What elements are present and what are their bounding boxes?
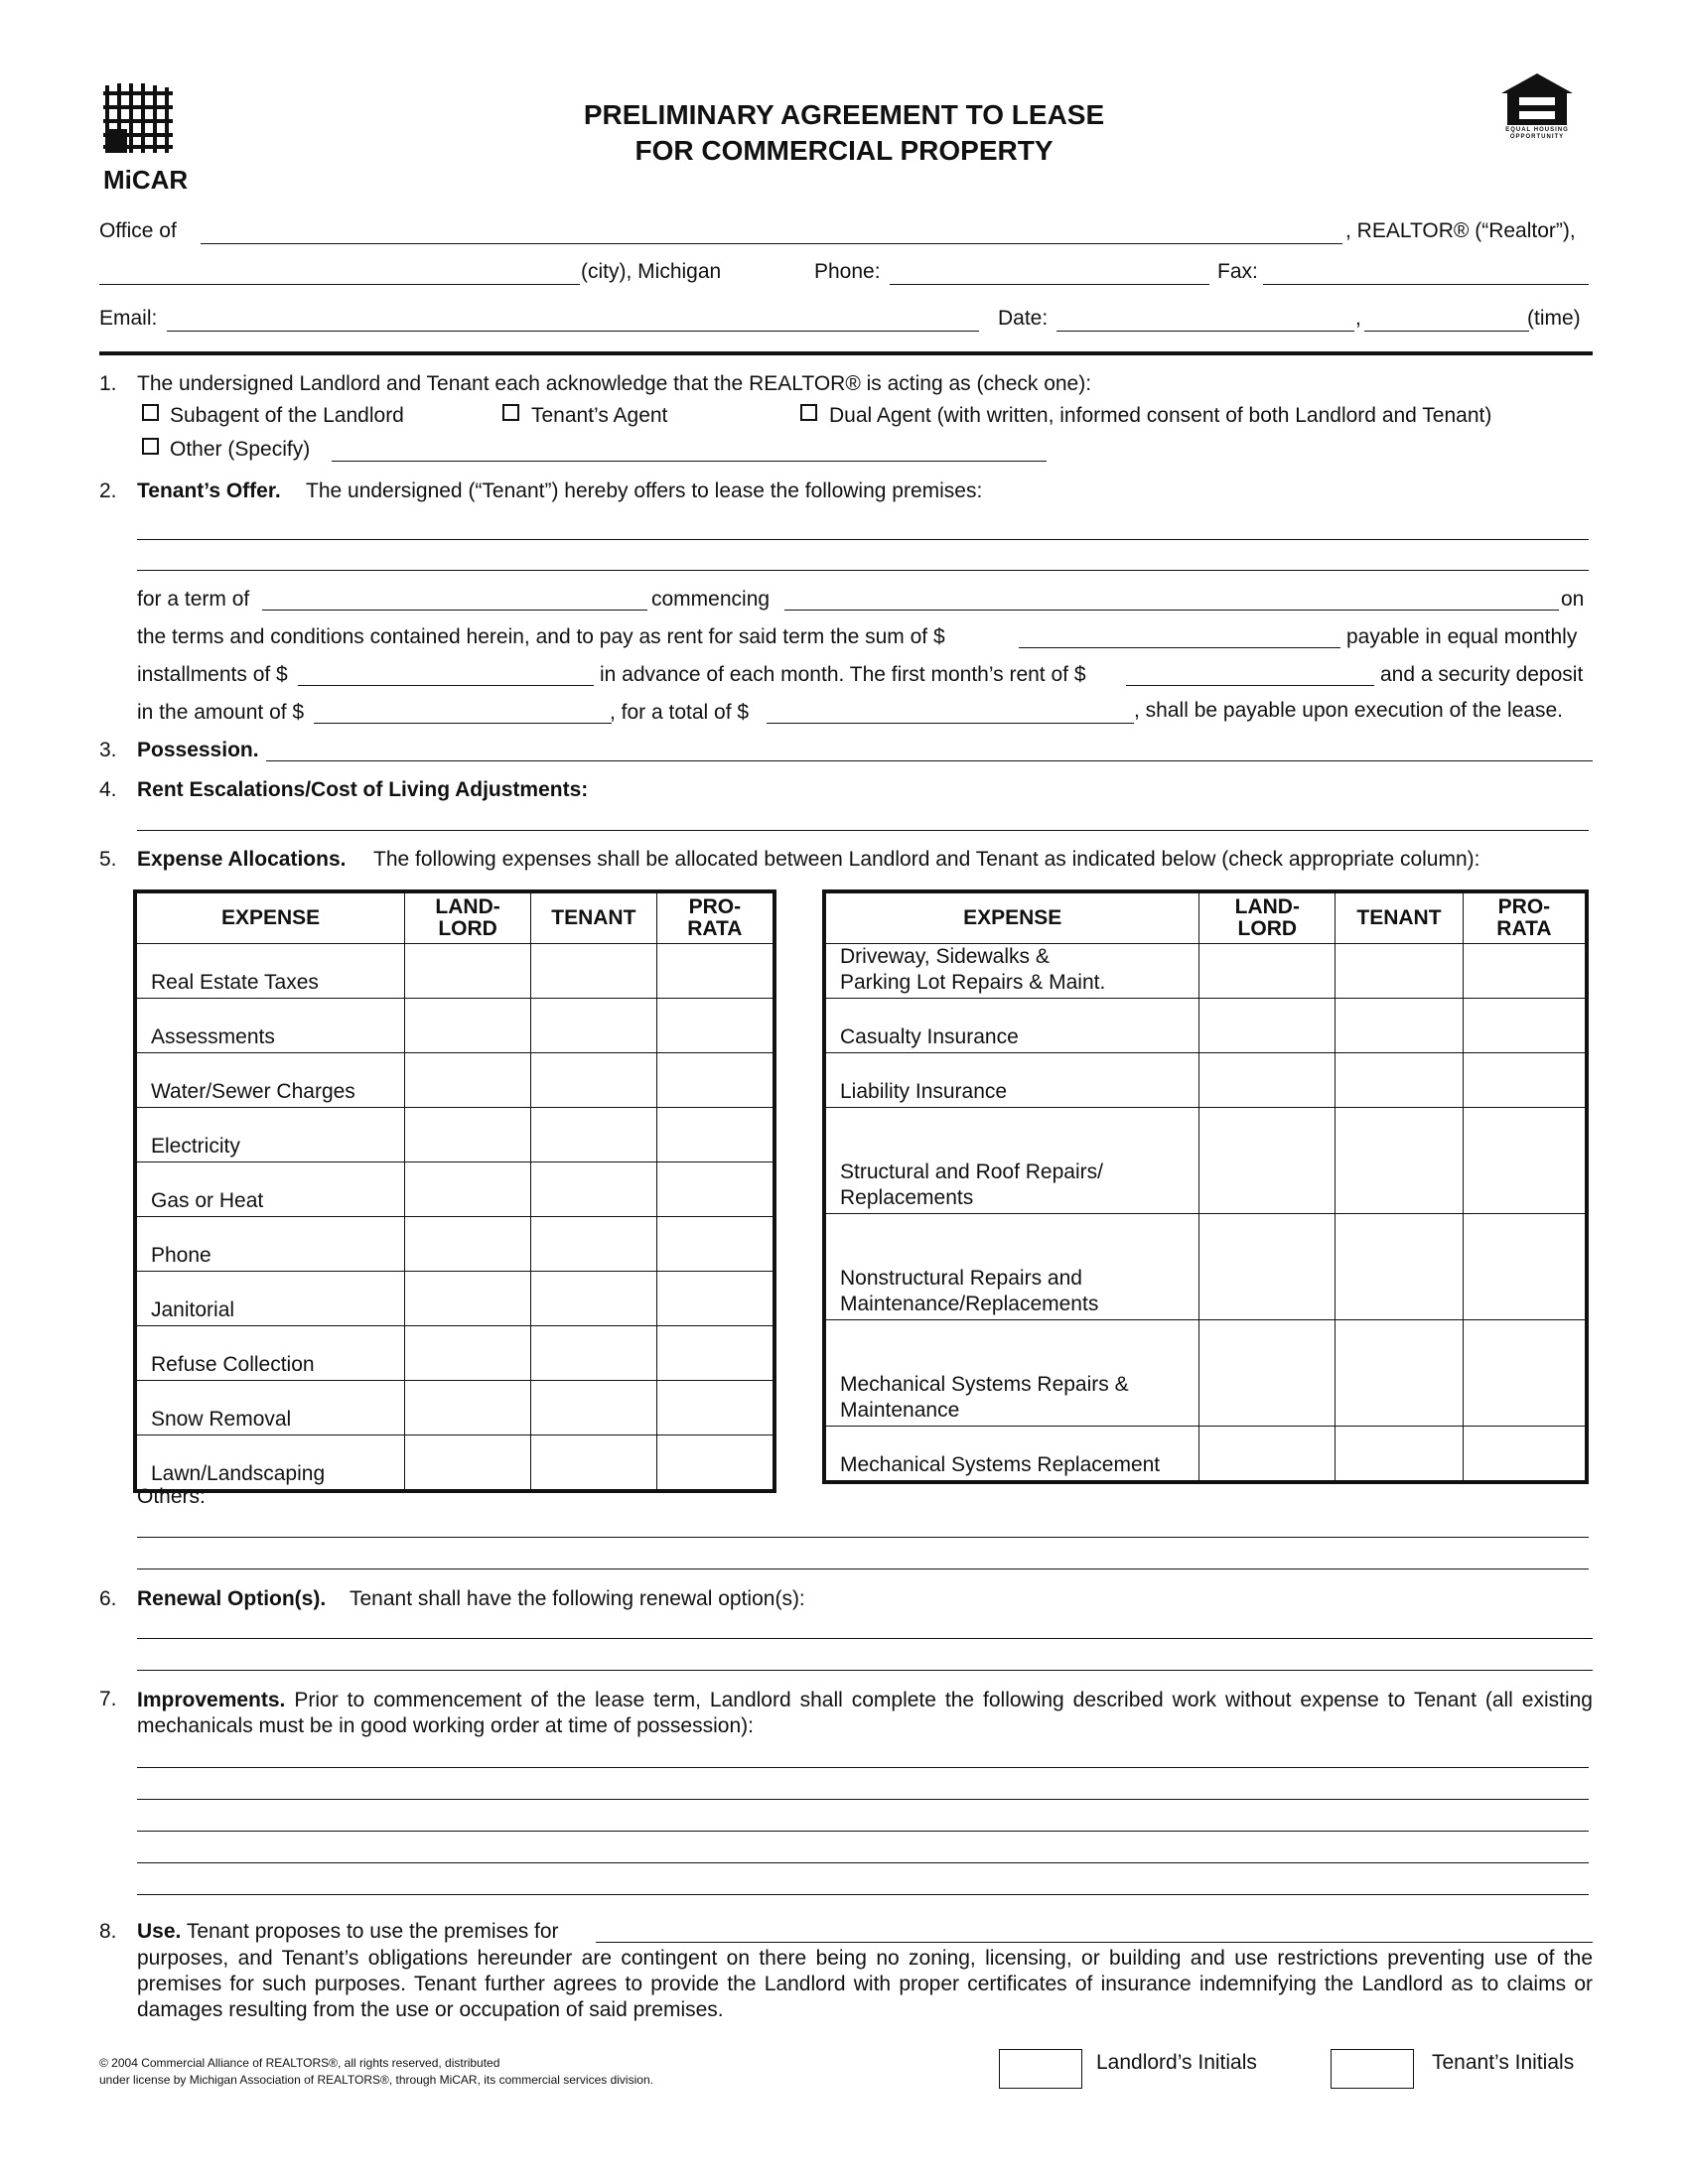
others-label: Others: [137,1485,206,1508]
prorata-cell[interactable] [656,1381,774,1435]
tenant-cell[interactable] [530,1272,656,1326]
section-8-number: 8. [99,1920,117,1943]
col-tenant: TENANT [530,891,656,944]
tenant-cell[interactable] [1336,1053,1464,1108]
micar-logo-text: MiCAR [103,165,189,195]
landlord-cell[interactable] [405,944,531,999]
landlord-cell[interactable] [1199,944,1336,999]
landlord-initials-label: Landlord’s Initials [1096,2051,1257,2074]
prorata-cell[interactable] [656,1326,774,1381]
section-6-heading: Renewal Option(s). [137,1587,327,1610]
tenant-cell[interactable] [530,1162,656,1217]
col-expense: EXPENSE [824,891,1199,944]
left-row [135,944,774,999]
landlord-cell[interactable] [405,1053,531,1108]
tenant-agent-label: Tenant’s Agent [531,404,668,427]
landlord-initials-box[interactable] [999,2049,1082,2089]
deposit-amount-label: in the amount of $ [137,701,305,724]
header-divider [99,351,1593,355]
col-prorata-b: RATA [1496,917,1552,940]
prorata-cell[interactable] [1463,1427,1587,1483]
section-8-text-2: purposes, and Tenant’s obligations hereunder are contingent on there being no zoning, licensing, or building and use restrictions preventing use of the premises for such purposes. Tenant further agrees to provide the Landlord with proper certificates of insurance indemnifying the Landlord as to claims or damages resulting from the use or occupation of said premises. [137,1947,1593,2021]
col-expense: EXPENSE [135,891,405,944]
tenant-agent-checkbox[interactable] [502,404,519,421]
section-6-text: Tenant shall have the following renewal option(s): [350,1587,805,1610]
prorata-cell[interactable] [656,999,774,1053]
expense-name: Assessments [135,999,405,1053]
prorata-cell[interactable] [1463,1053,1587,1108]
section-5-heading: Expense Allocations. [137,848,347,871]
others-line-1[interactable] [137,1537,1589,1538]
expense-name: Casualty Insurance [824,999,1199,1053]
right-row [824,1427,1587,1483]
fax-field[interactable] [1263,284,1589,285]
subagent-label: Subagent of the Landlord [170,404,404,427]
section-5-number: 5. [99,848,117,871]
tenant-cell[interactable] [1336,1108,1464,1214]
section-5-text: The following expenses shall be allocated between Landlord and Tenant as indicated below (check appropriate column): [373,848,1480,871]
expense-name: Mechanical Systems Repairs & Maintenance [824,1320,1199,1427]
prorata-cell[interactable] [656,1435,774,1492]
phone-field[interactable] [890,284,1209,285]
use-field[interactable] [596,1942,1593,1943]
expense-name: Driveway, Sidewalks & Parking Lot Repairs & Maint. [824,944,1199,999]
prorata-cell[interactable] [1463,1214,1587,1320]
prorata-cell[interactable] [656,1053,774,1108]
expense-name: Gas or Heat [135,1162,405,1217]
tenant-cell[interactable] [530,1053,656,1108]
payable-monthly-label: payable in equal monthly [1346,625,1578,648]
col-prorata-a: PRO- [1497,895,1551,918]
rent-sum-field[interactable] [1019,647,1340,648]
section-4-number: 4. [99,778,117,801]
right-row [824,1108,1587,1214]
installments-field[interactable] [298,685,594,686]
expense-name: Water/Sewer Charges [135,1053,405,1108]
tenant-initials-label: Tenant’s Initials [1432,2051,1575,2074]
section-7-paragraph [137,1688,1593,1739]
section-8-heading: Use. [137,1920,182,1943]
expense-name: Mechanical Systems Replacement [824,1427,1199,1483]
improvements-line-3[interactable] [137,1831,1589,1832]
fax-label: Fax: [1217,260,1258,283]
on-label: on [1561,588,1585,611]
section-2-heading: Tenant’s Offer. [137,479,281,502]
expense-table-right [822,889,1589,1484]
prorata-cell[interactable] [656,1272,774,1326]
office-name-field[interactable] [201,243,1342,244]
landlord-cell[interactable] [405,1381,531,1435]
tenant-cell[interactable] [530,1108,656,1162]
left-row [135,999,774,1053]
tenant-cell[interactable] [530,999,656,1053]
dual-agent-label: Dual Agent (with written, informed consent of both Landlord and Tenant) [829,404,1492,427]
improvements-line-1[interactable] [137,1767,1589,1768]
section-1-number: 1. [99,372,117,395]
right-row [824,944,1587,999]
landlord-cell[interactable] [405,1162,531,1217]
col-prorata [656,891,774,944]
term-label: for a term of [137,588,250,611]
term-field[interactable] [262,610,647,611]
section-4-heading: Rent Escalations/Cost of Living Adjustments: [137,778,589,801]
tenant-initials-box[interactable] [1331,2049,1414,2089]
col-landlord-b: LORD [438,917,497,940]
col-landlord-a: LAND- [435,895,500,918]
payable-execution-label: , shall be payable upon execution of the lease. [1134,699,1563,722]
prorata-cell[interactable] [1463,999,1587,1053]
tenant-cell[interactable] [530,1435,656,1492]
improvements-line-2[interactable] [137,1799,1589,1800]
email-label: Email: [99,307,158,330]
expense-name: Lawn/Landscaping [135,1435,405,1492]
copyright-line-1: © 2004 Commercial Alliance of REALTORS®, all rights reserved, distributed [99,2056,500,2070]
expense-name: Janitorial [135,1272,405,1326]
landlord-cell[interactable] [405,1108,531,1162]
landlord-cell[interactable] [1199,1108,1336,1214]
expense-name: Electricity [135,1108,405,1162]
email-field[interactable] [167,331,979,332]
security-deposit-label: and a security deposit [1380,663,1584,686]
section-7-heading: Improvements. [137,1689,286,1711]
city-field[interactable] [99,284,580,285]
expense-name: Nonstructural Repairs and Maintenance/Replacements [824,1214,1199,1320]
installments-label: installments of $ [137,663,288,686]
expense-name: Refuse Collection [135,1326,405,1381]
expense-name: Snow Removal [135,1381,405,1435]
left-row [135,1326,774,1381]
section-7-text: Prior to commencement of the lease term, Landlord shall complete the following described work without expense to Tenant (all existing mechanicals must be in good working order at time of possession): [137,1689,1593,1737]
left-row [135,1053,774,1108]
right-row [824,1320,1587,1427]
equal-housing-text: EQUAL HOUSING OPPORTUNITY [1505,127,1569,140]
prorata-cell[interactable] [656,1217,774,1272]
copyright-notice [99,2055,653,2089]
phone-label: Phone: [814,260,881,283]
office-of-label: Office of [99,219,177,242]
section-7-number: 7. [99,1688,117,1710]
city-michigan-label: (city), Michigan [581,260,722,283]
other-specify-field[interactable] [332,461,1047,462]
landlord-cell[interactable] [405,1272,531,1326]
col-prorata [1463,891,1587,944]
others-line-2[interactable] [137,1569,1589,1570]
date-label: Date: [998,307,1049,330]
premises-line-2[interactable] [137,570,1589,571]
time-label: (time) [1527,307,1581,330]
premises-line-1[interactable] [137,539,1589,540]
commencing-label: commencing [651,588,771,611]
landlord-cell[interactable] [405,1217,531,1272]
tenant-cell[interactable] [1336,999,1464,1053]
landlord-cell[interactable] [1199,1214,1336,1320]
left-row [135,1381,774,1435]
section-2-text: The undersigned (“Tenant”) hereby offers to lease the following premises: [306,479,983,502]
prorata-cell[interactable] [656,1162,774,1217]
landlord-cell[interactable] [1199,1320,1336,1427]
subagent-checkbox[interactable] [142,404,159,421]
col-tenant: TENANT [1336,891,1464,944]
prorata-cell[interactable] [1463,1108,1587,1214]
landlord-cell[interactable] [405,1326,531,1381]
expense-name: Structural and Roof Repairs/ Replacements [824,1108,1199,1214]
left-row [135,1217,774,1272]
tenant-cell[interactable] [530,944,656,999]
first-month-label: in advance of each month. The first month’s rent of $ [600,663,1086,686]
right-row [824,1053,1587,1108]
tenant-cell[interactable] [1336,944,1464,999]
prorata-cell[interactable] [1463,944,1587,999]
landlord-cell[interactable] [1199,1053,1336,1108]
col-prorata-b: RATA [687,917,743,940]
section-1-text: The undersigned Landlord and Tenant each acknowledge that the REALTOR® is acting as (check one): [137,372,1092,395]
expense-name: Phone [135,1217,405,1272]
left-row [135,1108,774,1162]
tenant-cell[interactable] [1336,1320,1464,1427]
rent-escalation-field[interactable] [137,830,1589,831]
tenant-cell[interactable] [1336,1427,1464,1483]
possession-field[interactable] [266,760,1593,761]
landlord-cell[interactable] [405,1435,531,1492]
prorata-cell[interactable] [656,944,774,999]
date-comma: , [1355,307,1361,330]
copyright-line-2: under license by Michigan Association of REALTORS®, through MiCAR, its commercial services division. [99,2073,653,2087]
col-landlord [405,891,531,944]
col-landlord-b: LORD [1237,917,1298,940]
expense-name: Liability Insurance [824,1053,1199,1108]
col-landlord [1199,891,1336,944]
tenant-cell[interactable] [530,1381,656,1435]
left-row [135,1435,774,1492]
section-8-text-1: Tenant proposes to use the premises for [186,1920,559,1943]
renewal-line-2[interactable] [137,1670,1593,1671]
left-row [135,1162,774,1217]
left-row [135,1272,774,1326]
total-field[interactable] [767,723,1134,724]
commencing-field[interactable] [784,610,1559,611]
other-label: Other (Specify) [170,438,311,461]
section-8-line-1 [137,1920,559,1944]
prorata-cell[interactable] [656,1108,774,1162]
first-month-field[interactable] [1126,685,1374,686]
page-subtitle: FOR COMMERCIAL PROPERTY [634,135,1054,166]
landlord-cell[interactable] [405,999,531,1053]
tenant-cell[interactable] [530,1217,656,1272]
section-2-number: 2. [99,479,117,502]
realtor-label: , REALTOR® (“Realtor”), [1345,219,1576,242]
rent-sum-label: the terms and conditions contained herein, and to pay as rent for said term the sum of $ [137,625,945,648]
expense-table-left [133,889,776,1493]
improvements-line-5[interactable] [137,1894,1589,1895]
section-6-number: 6. [99,1587,117,1610]
right-row [824,1214,1587,1320]
dual-agent-checkbox[interactable] [800,404,817,421]
total-label: , for a total of $ [610,701,750,724]
expense-name: Real Estate Taxes [135,944,405,999]
landlord-cell[interactable] [1199,999,1336,1053]
col-landlord-a: LAND- [1234,895,1300,918]
col-prorata-a: PRO- [688,895,742,918]
section-3-heading: Possession. [137,739,259,761]
right-row [824,999,1587,1053]
tenant-cell[interactable] [530,1326,656,1381]
prorata-cell[interactable] [1463,1320,1587,1427]
renewal-line-1[interactable] [137,1638,1593,1639]
tenant-cell[interactable] [1336,1214,1464,1320]
date-field[interactable] [1056,331,1354,332]
time-field[interactable] [1364,331,1529,332]
improvements-line-4[interactable] [137,1862,1589,1863]
other-checkbox[interactable] [142,438,159,455]
section-3-number: 3. [99,739,117,761]
page-title: PRELIMINARY AGREEMENT TO LEASE [583,99,1105,130]
deposit-amount-field[interactable] [314,723,612,724]
landlord-cell[interactable] [1199,1427,1336,1483]
